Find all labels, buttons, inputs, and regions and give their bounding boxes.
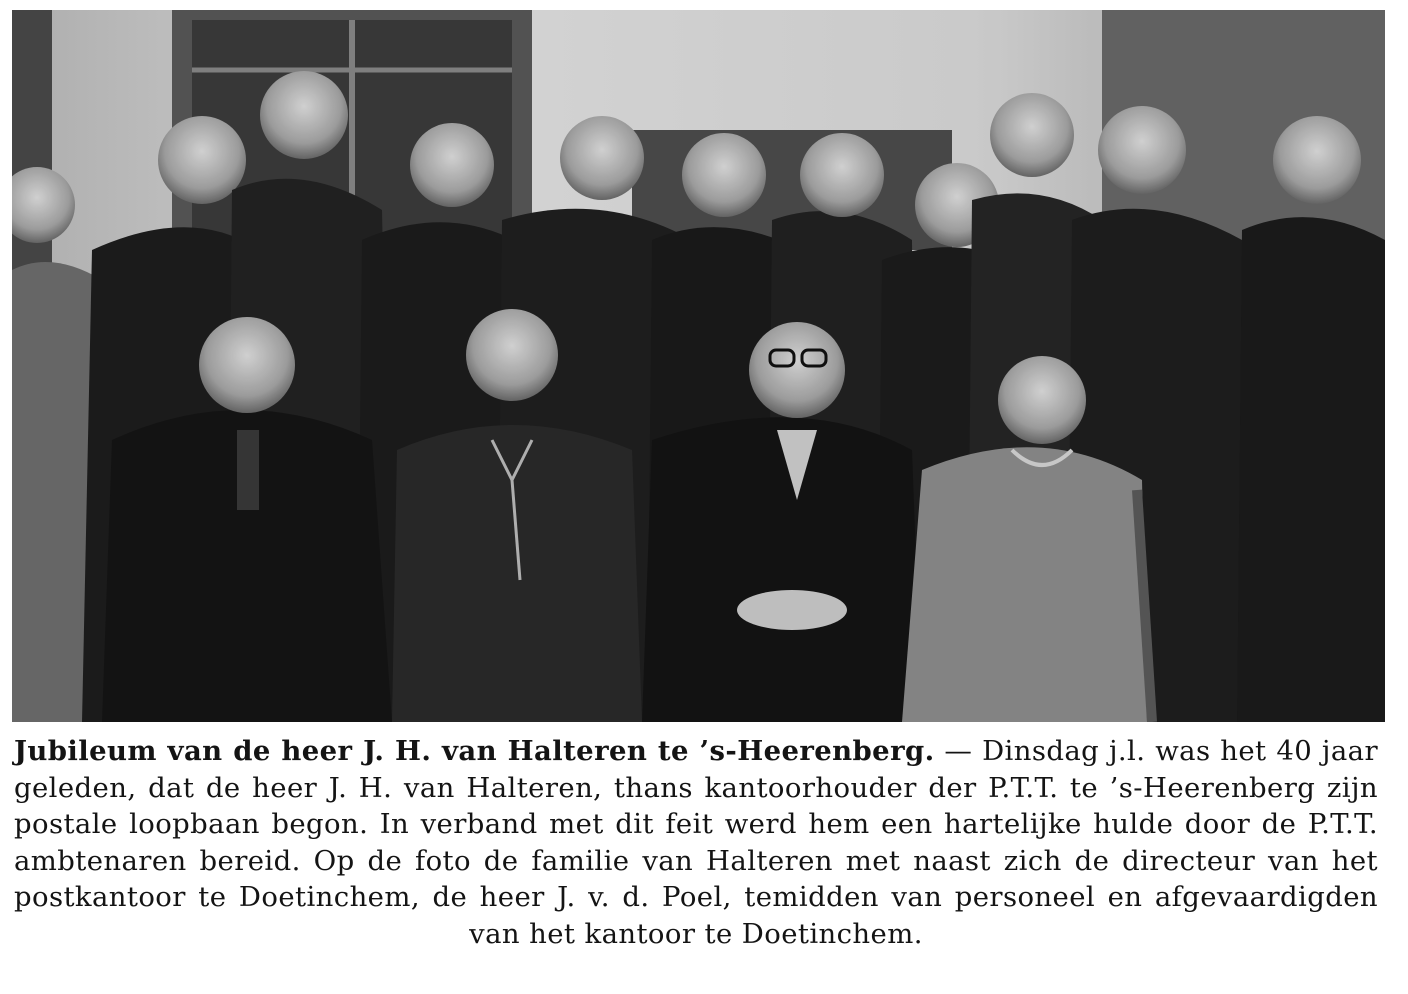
caption-separator: — [934, 735, 983, 767]
group-photo-drawing [12, 10, 1385, 722]
caption-title: Jubileum van de heer J. H. van Halteren te ’s-Heerenberg. [14, 735, 935, 767]
photo-caption [14, 733, 1378, 953]
caption-body: Dinsdag j.l. was het 40 jaar geleden, dat de heer J. H. van Halteren, thans kantoorhouder der P.T.T. te ’s-Heerenberg zijn postale loopbaan begon. In verband met dit feit werd hem een hartelijke hulde door de P.T.T. ambtenaren bereid. Op de foto de familie van Halteren met naast zich de directeur van het postkantoor te Doetinchem, de heer J. v. d. Poel, temidden van personeel en afgevaardigden van het kantoor te Doetinchem. [14, 735, 1378, 950]
group-photo [12, 10, 1385, 722]
